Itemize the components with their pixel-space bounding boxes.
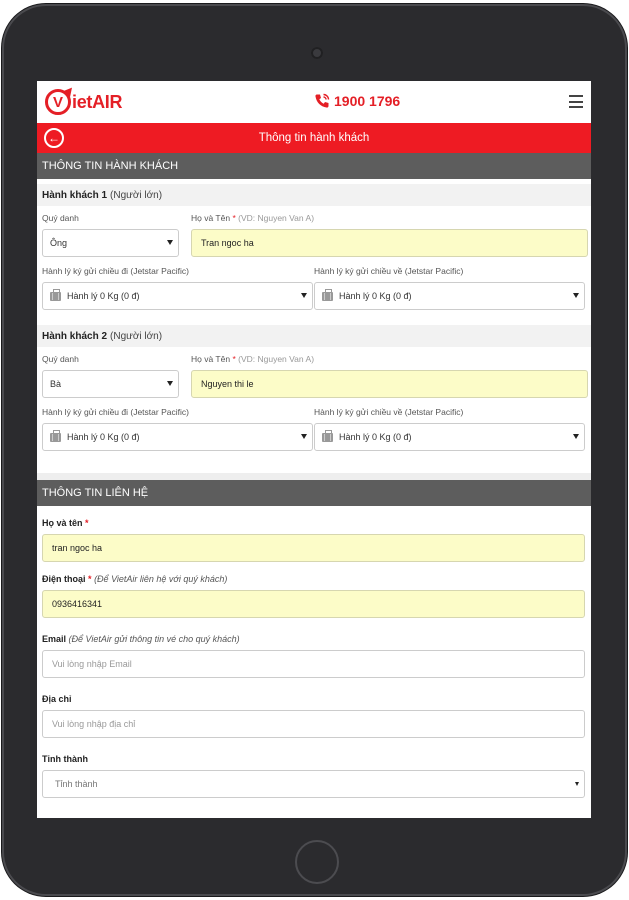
chevron-down-icon bbox=[575, 782, 579, 786]
hamburger-menu-icon[interactable] bbox=[569, 95, 583, 108]
passenger-2-heading bbox=[37, 325, 591, 347]
email-label: Email (Để VietAir gửi thông tin vé cho quý khách) bbox=[42, 634, 240, 644]
province-label: Tỉnh thành bbox=[42, 754, 88, 764]
passenger-1-title: Hành khách 1 bbox=[42, 189, 108, 201]
chevron-down-icon bbox=[301, 434, 307, 439]
passenger-section-heading: THÔNG TIN HÀNH KHÁCH bbox=[37, 153, 591, 179]
province-select[interactable]: Tỉnh thành bbox=[42, 770, 585, 798]
luggage-icon bbox=[50, 433, 61, 442]
home-button[interactable] bbox=[295, 840, 339, 884]
page-title: Thông tin hành khách bbox=[258, 132, 370, 144]
contact-section-heading: THÔNG TIN LIÊN HỆ bbox=[37, 480, 591, 506]
address-input[interactable]: Vui lòng nhập địa chỉ bbox=[42, 710, 585, 738]
bag-return-label: Hành lý ký gửi chiều về (Jetstar Pacific) bbox=[314, 407, 464, 417]
phone-icon bbox=[314, 93, 330, 109]
chevron-down-icon bbox=[167, 381, 173, 386]
title-bar bbox=[37, 123, 591, 153]
bag-return-label: Hành lý ký gửi chiều về (Jetstar Pacific) bbox=[314, 266, 464, 276]
contact-name-label: Họ và tên * bbox=[42, 518, 89, 528]
title-select[interactable]: Bà bbox=[42, 370, 179, 398]
back-arrow-icon[interactable]: ← bbox=[44, 128, 64, 148]
app-header bbox=[37, 81, 591, 123]
logo-text: ietAIR bbox=[72, 91, 123, 112]
bag-return-select[interactable]: Hành lý 0 Kg (0 đ) bbox=[314, 423, 585, 451]
bag-out-select[interactable]: Hành lý 0 Kg (0 đ) bbox=[42, 282, 313, 310]
address-label: Địa chỉ bbox=[42, 694, 72, 704]
name-label: Họ và Tên * (VD: Nguyen Van A) bbox=[191, 213, 315, 223]
logo-mark: V bbox=[45, 89, 71, 115]
chevron-down-icon bbox=[301, 293, 307, 298]
luggage-icon bbox=[322, 292, 333, 301]
passenger-2-type: (Người lớn) bbox=[110, 330, 163, 342]
title-label: Quý danh bbox=[42, 213, 79, 223]
bag-out-select[interactable]: Hành lý 0 Kg (0 đ) bbox=[42, 423, 313, 451]
camera-icon bbox=[311, 47, 323, 59]
name-label: Họ và Tên * (VD: Nguyen Van A) bbox=[191, 354, 315, 364]
passenger-1-heading bbox=[37, 184, 591, 206]
passenger-2-title: Hành khách 2 bbox=[42, 330, 108, 342]
chevron-down-icon bbox=[573, 293, 579, 298]
title-label: Quý danh bbox=[42, 354, 79, 364]
section-divider bbox=[37, 473, 591, 480]
contact-name-input[interactable]: tran ngoc ha bbox=[42, 534, 585, 562]
passenger-1-type: (Người lớn) bbox=[110, 189, 163, 201]
bag-out-label: Hành lý ký gửi chiều đi (Jetstar Pacific) bbox=[42, 407, 189, 417]
bag-out-label: Hành lý ký gửi chiều đi (Jetstar Pacific) bbox=[42, 266, 189, 276]
email-input[interactable]: Vui lòng nhập Email bbox=[42, 650, 585, 678]
phone-label: Điện thoại * (Để VietAir liên hệ với quý khách) bbox=[42, 574, 228, 584]
hotline-link[interactable] bbox=[314, 93, 400, 109]
title-select[interactable]: Ông bbox=[42, 229, 179, 257]
full-name-input[interactable]: Nguyen thi le bbox=[191, 370, 588, 398]
vietair-logo[interactable] bbox=[45, 89, 122, 115]
bag-return-select[interactable]: Hành lý 0 Kg (0 đ) bbox=[314, 282, 585, 310]
phone-input[interactable]: 0936416341 bbox=[42, 590, 585, 618]
chevron-down-icon bbox=[573, 434, 579, 439]
app-screen bbox=[37, 81, 591, 818]
chevron-down-icon bbox=[167, 240, 173, 245]
luggage-icon bbox=[50, 292, 61, 301]
full-name-input[interactable]: Tran ngoc ha bbox=[191, 229, 588, 257]
hotline-number: 1900 1796 bbox=[334, 93, 401, 109]
luggage-icon bbox=[322, 433, 333, 442]
